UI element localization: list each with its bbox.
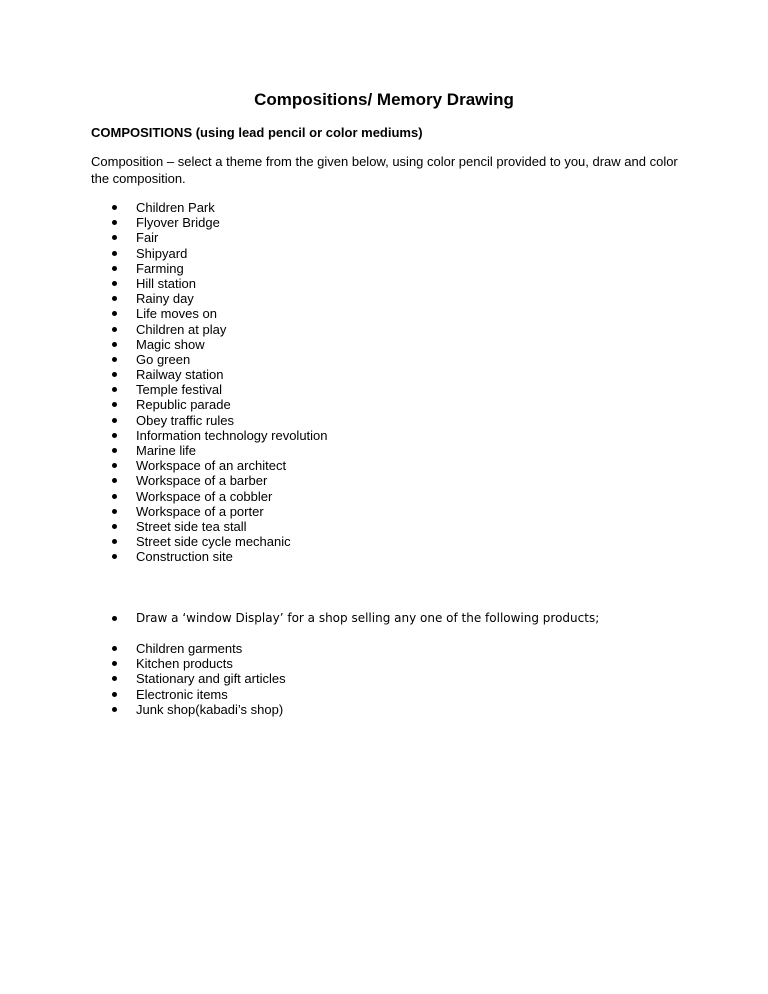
bullet-icon bbox=[112, 554, 117, 559]
bullet-icon bbox=[112, 463, 117, 468]
list-item bbox=[0, 458, 328, 473]
bullet-icon bbox=[112, 433, 117, 438]
bullet-icon bbox=[112, 478, 117, 483]
bullet-icon bbox=[112, 692, 117, 697]
list-item bbox=[0, 382, 328, 397]
list-item bbox=[0, 656, 286, 671]
list-item bbox=[0, 611, 599, 626]
list-item-label: Republic parade bbox=[136, 397, 231, 413]
list-item bbox=[0, 443, 328, 458]
list-item bbox=[0, 397, 328, 412]
bullet-icon bbox=[112, 327, 117, 332]
list-item bbox=[0, 352, 328, 367]
list-item-label: Marine life bbox=[136, 443, 196, 458]
list-item bbox=[0, 504, 328, 519]
bullet-icon bbox=[112, 205, 117, 210]
bullet-icon bbox=[112, 539, 117, 544]
bullet-icon bbox=[112, 646, 117, 651]
list-item bbox=[0, 276, 328, 291]
list-item bbox=[0, 473, 328, 488]
bullet-icon bbox=[112, 707, 117, 712]
bullet-icon bbox=[112, 372, 117, 377]
page-title: Compositions/ Memory Drawing bbox=[254, 90, 514, 109]
theme-list bbox=[0, 200, 328, 565]
list-item-label: Railway station bbox=[136, 367, 224, 383]
list-item bbox=[0, 306, 328, 321]
list-item-label: Information technology revolution bbox=[136, 427, 328, 443]
list-item-label: Rainy day bbox=[136, 291, 194, 307]
list-item-label: Hill station bbox=[136, 275, 196, 291]
list-item bbox=[0, 671, 286, 686]
list-item bbox=[0, 413, 328, 428]
list-item-label: Street side cycle mechanic bbox=[136, 534, 291, 550]
list-item-label: Life moves on bbox=[136, 306, 217, 322]
list-item bbox=[0, 702, 286, 717]
list-item bbox=[0, 687, 286, 702]
list-item bbox=[0, 367, 328, 382]
list-item bbox=[0, 291, 328, 306]
list-item bbox=[0, 246, 328, 261]
bullet-icon bbox=[112, 661, 117, 666]
window-display-list bbox=[0, 611, 599, 626]
bullet-icon bbox=[112, 357, 117, 362]
bullet-icon bbox=[112, 676, 117, 681]
list-item bbox=[0, 337, 328, 352]
list-item bbox=[0, 519, 328, 534]
bullet-icon bbox=[112, 296, 117, 301]
list-item-label: Go green bbox=[136, 351, 191, 367]
list-item-label: Obey traffic rules bbox=[136, 412, 235, 428]
bullet-icon bbox=[112, 266, 117, 271]
list-item-label: Children at play bbox=[136, 321, 227, 337]
list-item-label: Fair bbox=[136, 230, 159, 246]
bullet-icon bbox=[112, 235, 117, 240]
bullet-icon bbox=[112, 281, 117, 286]
bullet-icon bbox=[112, 494, 117, 499]
list-item-label: Children Park bbox=[136, 200, 215, 215]
list-item-label: Junk shop(kabadi’s shop) bbox=[136, 701, 284, 717]
list-item bbox=[0, 489, 328, 504]
list-item-label: Magic show bbox=[136, 336, 205, 352]
bullet-icon bbox=[112, 387, 117, 392]
list-item bbox=[0, 534, 328, 549]
list-item bbox=[0, 261, 328, 276]
list-item bbox=[0, 641, 286, 656]
list-item-label: Workspace of a cobbler bbox=[136, 488, 273, 504]
list-item bbox=[0, 549, 328, 564]
list-item-label: Temple festival bbox=[136, 382, 222, 398]
list-item-label: Draw a ‘window Display’ for a shop selling any one of the following products; bbox=[136, 611, 600, 625]
list-item bbox=[0, 428, 328, 443]
list-item-label: Stationary and gift articles bbox=[136, 671, 286, 687]
list-item bbox=[0, 200, 328, 215]
bullet-icon bbox=[112, 418, 117, 423]
bullet-icon bbox=[112, 616, 117, 621]
list-item-label: Workspace of a porter bbox=[136, 503, 264, 519]
product-list bbox=[0, 641, 286, 717]
bullet-icon bbox=[112, 311, 117, 316]
list-item-label: Electronic items bbox=[136, 686, 228, 702]
bullet-icon bbox=[112, 524, 117, 529]
list-item bbox=[0, 215, 328, 230]
list-item bbox=[0, 322, 328, 337]
list-item-label: Workspace of a barber bbox=[136, 473, 268, 489]
bullet-icon bbox=[112, 402, 117, 407]
list-item-label: Flyover Bridge bbox=[136, 215, 220, 231]
list-item-label: Farming bbox=[136, 260, 184, 276]
bullet-icon bbox=[112, 251, 117, 256]
list-item bbox=[0, 230, 328, 245]
list-item-label: Shipyard bbox=[136, 245, 188, 261]
intro-paragraph: Composition – select a theme from the given below, using color pencil provided to you, draw and color the composition. bbox=[91, 154, 678, 186]
list-item-label: Street side tea stall bbox=[136, 518, 247, 534]
section-heading: COMPOSITIONS (using lead pencil or color mediums) bbox=[91, 125, 423, 140]
list-item-label: Kitchen products bbox=[136, 656, 233, 672]
list-item-label: Workspace of an architect bbox=[136, 458, 287, 474]
bullet-icon bbox=[112, 220, 117, 225]
bullet-icon bbox=[112, 509, 117, 514]
list-item-label: Construction site bbox=[136, 549, 233, 565]
bullet-icon bbox=[112, 448, 117, 453]
list-item-label: Children garments bbox=[136, 641, 243, 656]
bullet-icon bbox=[112, 342, 117, 347]
